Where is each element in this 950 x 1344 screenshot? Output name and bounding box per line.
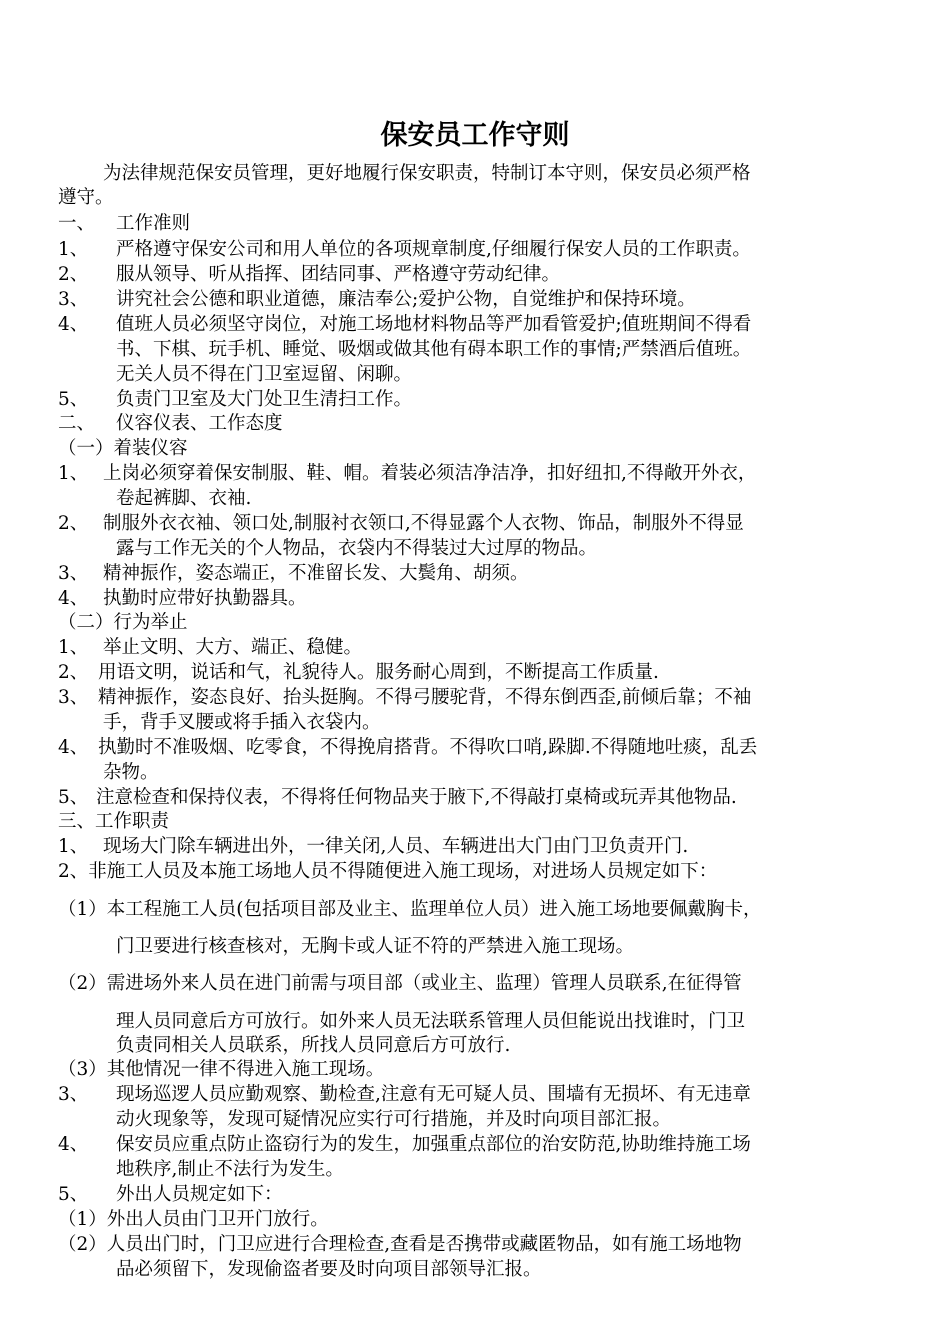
list-number: 3、 — [58, 687, 89, 708]
text-line: 负责门卫室及大门处卫生清扫工作。 — [116, 389, 413, 410]
text-line: 杂物。 — [103, 762, 159, 783]
text-line: 上岗必须穿着保安制服、鞋、帽。着装必须洁净洁净，扣好纽扣,不得敞开外衣， — [103, 463, 757, 484]
text-line: 无关人员不得在门卫室逗留、闲聊。 — [116, 364, 413, 385]
text-line: 理人员同意后方可放行。如外来人员无法联系管理人员但能说出找谁时，门卫 — [116, 1011, 746, 1032]
text-line: 精神振作，姿态良好、抬头挺胸。不得弓腰驼背，不得东倒西歪,前倾后靠；不袖 — [98, 687, 752, 708]
list-number: 5、 — [58, 389, 89, 410]
text-line: 制服外衣衣袖、领口处,制服衬衣领口,不得显露个人衣物、饰品，制服外不得显 — [103, 513, 744, 534]
list-number: 5、 — [58, 787, 89, 808]
list-number: 3、 — [58, 1084, 89, 1105]
text-line: 工作准则 — [116, 213, 191, 234]
list-number: 4、 — [58, 314, 89, 335]
text-line: 值班人员必须坚守岗位，对施工场地材料物品等严加看管爱护;值班期间不得看 — [116, 314, 752, 335]
text-line: 地秩序,制止不法行为发生。 — [116, 1159, 344, 1180]
text-line: （3）其他情况一律不得进入施工现场。 — [58, 1059, 385, 1080]
list-number: 3、 — [58, 563, 89, 584]
list-number: 2、 — [58, 662, 89, 683]
list-number: 2、 — [58, 513, 89, 534]
text-line: 负责同相关人员联系，所找人员同意后方可放行. — [116, 1035, 511, 1056]
text-line: 动火现象等，发现可疑情况应实行可行措施，并及时向项目部汇报。 — [116, 1109, 672, 1130]
text-line: 书、下棋、玩手机、睡觉、吸烟或做其他有碍本职工作的事情;严禁酒后值班。 — [116, 339, 752, 360]
list-number: 3、 — [58, 289, 89, 310]
list-number: 1、 — [58, 637, 89, 658]
text-line: 品必须留下，发现偷盗者要及时向项目部领导汇报。 — [116, 1259, 542, 1280]
list-number: 1、 — [58, 463, 89, 484]
text-line: 注意检查和保持仪表，不得将任何物品夹于腋下,不得敲打桌椅或玩弄其他物品. — [96, 787, 737, 808]
list-number: 1、 — [58, 239, 89, 260]
text-line: 2、非施工人员及本施工场地人员不得随便进入施工现场，对进场人员规定如下： — [58, 861, 718, 882]
list-number: 5、 — [58, 1184, 89, 1205]
text-line: 执勤时不准吸烟、吃零食，不得挽肩搭背。不得吹口哨,跺脚.不得随地吐痰，乱丢 — [98, 737, 758, 758]
text-line: 露与工作无关的个人物品，衣袋内不得装过大过厚的物品。 — [116, 538, 598, 559]
list-number: 1、 — [58, 836, 89, 857]
list-number: 2、 — [58, 264, 89, 285]
text-line: 讲究社会公德和职业道德，廉洁奉公;爱护公物，自觉维护和保持环境。 — [116, 289, 696, 310]
text-line: 仪容仪表、工作态度 — [116, 413, 283, 434]
text-line: 用语文明，说话和气，礼貌待人。服务耐心周到，不断提高工作质量. — [98, 662, 659, 683]
list-number: 4、 — [58, 588, 89, 609]
list-number: 二、 — [58, 413, 96, 434]
text-line: 保安员应重点防止盗窃行为的发生，加强重点部位的治安防范,协助维持施工场 — [116, 1134, 751, 1155]
text-line: 手，背手叉腰或将手插入衣袋内。 — [103, 712, 381, 733]
text-line: 三、工作职责 — [58, 811, 170, 832]
text-line: 现场巡逻人员应勤观察、勤检查,注意有无可疑人员、围墙有无损坏、有无违章 — [116, 1084, 751, 1105]
text-line: （2）人员出门时，门卫应进行合理检查,查看是否携带或藏匿物品，如有施工场地物 — [58, 1234, 742, 1255]
text-line: 门卫要进行核查核对，无胸卡或人证不符的严禁进入施工现场。 — [116, 936, 635, 957]
text-line: 卷起裤脚、衣袖. — [116, 488, 252, 509]
list-number: 4、 — [58, 1134, 89, 1155]
text-line: （二）行为举止 — [58, 612, 188, 633]
document-title: 保安员工作守则 — [380, 120, 570, 151]
text-line: 现场大门除车辆进出外，一律关闭,人员、车辆进出大门由门卫负责开门. — [103, 836, 689, 857]
text-line: 精神振作，姿态端正，不准留长发、大鬓角、胡须。 — [103, 563, 529, 584]
text-line: 服从领导、听从指挥、团结同事、严格遵守劳动纪律。 — [116, 264, 561, 285]
text-line: 遵守。 — [58, 187, 114, 208]
list-number: 一、 — [58, 213, 96, 234]
text-line: （1）本工程施工人员(包括项目部及业主、监理单位人员）进入施工场地要佩戴胸卡， — [58, 899, 762, 920]
text-line: （2）需进场外来人员在进门前需与项目部（或业主、监理）管理人员联系,在征得管 — [58, 973, 742, 994]
text-line: （1）外出人员由门卫开门放行。 — [58, 1209, 329, 1230]
text-line: 为法律规范保安员管理，更好地履行保安职责，特制订本守则，保安员必须严格 — [103, 163, 751, 184]
text-line: 举止文明、大方、端正、稳健。 — [103, 637, 363, 658]
text-line: 执勤时应带好执勤器具。 — [103, 588, 307, 609]
text-line: （一）着装仪容 — [58, 438, 188, 459]
text-line: 严格遵守保安公司和用人单位的各项规章制度,仔细履行保安人员的工作职责。 — [116, 239, 751, 260]
text-line: 外出人员规定如下： — [116, 1184, 283, 1205]
list-number: 4、 — [58, 737, 89, 758]
